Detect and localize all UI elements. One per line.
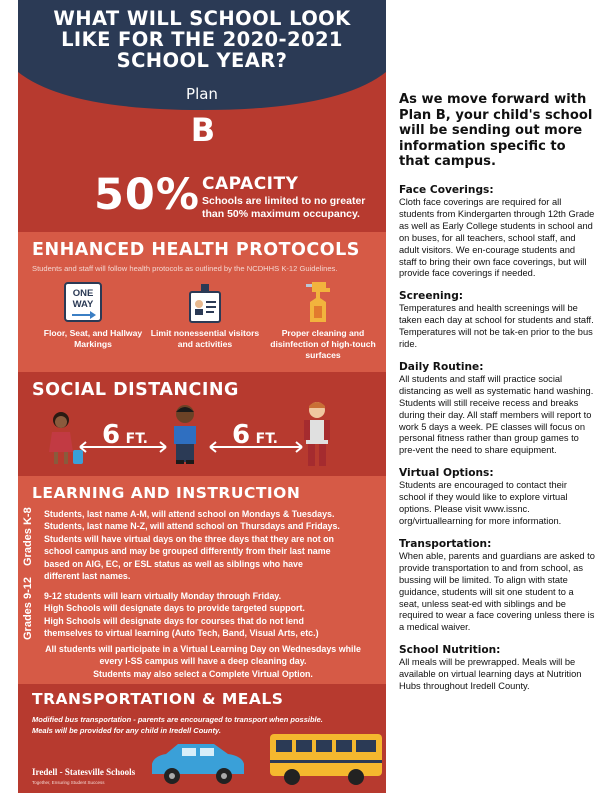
visitor-badge-icon — [188, 284, 222, 324]
district-tagline: Together, Ensuring Student Success — [32, 780, 105, 785]
section-heading-face-coverings: Face Coverings: — [399, 183, 494, 196]
student-boy-figure — [168, 404, 202, 466]
section-heading-screening: Screening: — [399, 290, 464, 303]
section-heading-virtual-options: Virtual Options: — [399, 467, 494, 480]
k8-line: Students will have virtual days on the three days that they are not on — [44, 533, 334, 544]
student-girl-figure — [46, 410, 86, 468]
k8-line: Students, last name A-M, will attend school on Mondays & Tuesdays. — [44, 509, 335, 519]
distance-value-right: 6 — [232, 420, 251, 450]
section-body-transportation: When able, parents and guardians are asked to provide transportation to and from school, as bussing will be limited. To align with state guidance, students will sit one student to a seat, unless seat-ed with siblings and be required to wear a face covering unless there is a medical waiver. — [399, 550, 595, 633]
all-line: every I-SS campus will have a deep cleaning day. — [99, 656, 307, 667]
one-way-sign-icon — [64, 282, 102, 322]
district-logo-text: Iredell - Statesville Schools — [32, 767, 136, 777]
transport-line: Meals will be provided for any child in Iredell County. — [32, 726, 221, 735]
k8-line: different last names. — [44, 571, 131, 582]
k8-line: school campus and may be grouped differently from their last name — [44, 546, 331, 557]
section-heading-daily-routine: Daily Routine: — [399, 360, 484, 373]
health-title: ENHANCED HEALTH PROTOCOLS — [32, 240, 360, 260]
one-way-sign-text-2: WAY — [72, 299, 94, 310]
section-body-school-nutrition: All meals will be prewrapped. Meals will be available on virtual learning days at Nutrition Hubs throughout Iredell County. — [399, 657, 582, 692]
hs-line: High Schools will designate days to provide targeted support. — [44, 603, 305, 614]
section-body-face-coverings: Cloth face coverings are required for all students from Kindergarten through 12th Grade as well as Early College students in school and on buses, for all teachers, school staff, and adult visitors. We en-courage students and staff to bring their own face coverings, but will provide face coverings if needed. — [399, 196, 595, 279]
distance-label-left — [102, 420, 148, 450]
learning-title: LEARNING AND INSTRUCTION — [32, 484, 301, 502]
section-heading-school-nutrition: School Nutrition: — [399, 644, 501, 657]
capacity-description: Schools are limited to no greater than 50% maximum occupancy. — [202, 195, 366, 220]
capacity-heading: CAPACITY — [202, 174, 299, 194]
plan-label: Plan — [186, 85, 218, 103]
health-subtitle: Students and staff will follow health protocols as outlined by the NCDHHS K-12 Guidelines. — [32, 264, 338, 273]
health-caption-visitors: Limit nonessential visitors and activities — [150, 328, 260, 349]
hs-text-block — [44, 590, 384, 640]
health-caption-markings: Floor, Seat, and Hallway Markings — [43, 328, 143, 349]
one-way-sign-text-1: ONE — [72, 288, 94, 299]
poster-title: WHAT WILL SCHOOL LOOK LIKE FOR THE 2020-2021 SCHOOL YEAR? — [53, 7, 351, 72]
section-body-daily-routine: All students and staff will practice social distancing as well as systematic hand washing. Students will still receive recess and breaks during their day. All staff members will report to work 5 days a week. PE classes will focus on personal fitness rather than group games to pre-vent the need to share equipment. — [399, 373, 594, 456]
all-line: Students may also select a Complete Virtual Option. — [93, 668, 313, 679]
article-column — [399, 92, 595, 693]
student-teen-figure — [300, 400, 334, 470]
hs-line: 9-12 students will learn virtually Monday through Friday. — [44, 591, 282, 601]
section-body-virtual-options: Students are encouraged to contact their school if they would like to explore virtual options. Please visit www.issnc. org/virtuallearning for more information. — [399, 480, 568, 526]
capacity-percent: 50% — [94, 170, 200, 220]
infographic-poster — [18, 0, 386, 793]
spray-bottle-icon — [304, 280, 334, 324]
grade-label-9-12: Grades 9-12 — [22, 577, 34, 640]
distance-label-right — [232, 420, 278, 450]
grade-label-k8: Grades K-8 — [22, 507, 34, 566]
section-body-screening: Temperatures and health screenings will be taken each day at school for students and staff. Temperatures will not be tak-en prior to the bus ride. — [399, 303, 594, 350]
k8-line: based on AIG, EC, or ESL status as well as siblings who have — [44, 558, 303, 569]
plan-letter: B — [190, 111, 216, 149]
health-caption-cleaning: Proper cleaning and disinfection of high-touch surfaces — [270, 328, 376, 360]
transport-meals-title: TRANSPORTATION & MEALS — [32, 690, 284, 708]
distance-unit-left: FT. — [125, 431, 148, 447]
hs-line: themselves to virtual learning (Auto Tech, Band, Visual Arts, etc.) — [44, 628, 319, 639]
article-intro: As we move forward with Plan B, your child's school will be sending out more information specific to that campus. — [399, 92, 593, 170]
distance-value-left: 6 — [102, 420, 121, 450]
hs-line: High Schools will designate days for courses that do not lend — [44, 615, 304, 626]
transport-line: Modified bus transportation - parents are encouraged to transport when possible. — [32, 715, 323, 724]
social-distancing-title: SOCIAL DISTANCING — [32, 380, 239, 400]
distance-unit-right: FT. — [255, 431, 278, 447]
k8-line: Students, last name N-Z, will attend school on Thursdays and Fridays. — [44, 521, 340, 532]
k8-text-block — [44, 508, 384, 582]
all-students-text-block — [24, 643, 382, 680]
all-line: All students will participate in a Virtual Learning Day on Wednesdays while — [45, 644, 361, 654]
car-icon — [148, 738, 248, 786]
section-heading-transportation: Transportation: — [399, 537, 492, 550]
school-bus-icon — [268, 730, 384, 786]
